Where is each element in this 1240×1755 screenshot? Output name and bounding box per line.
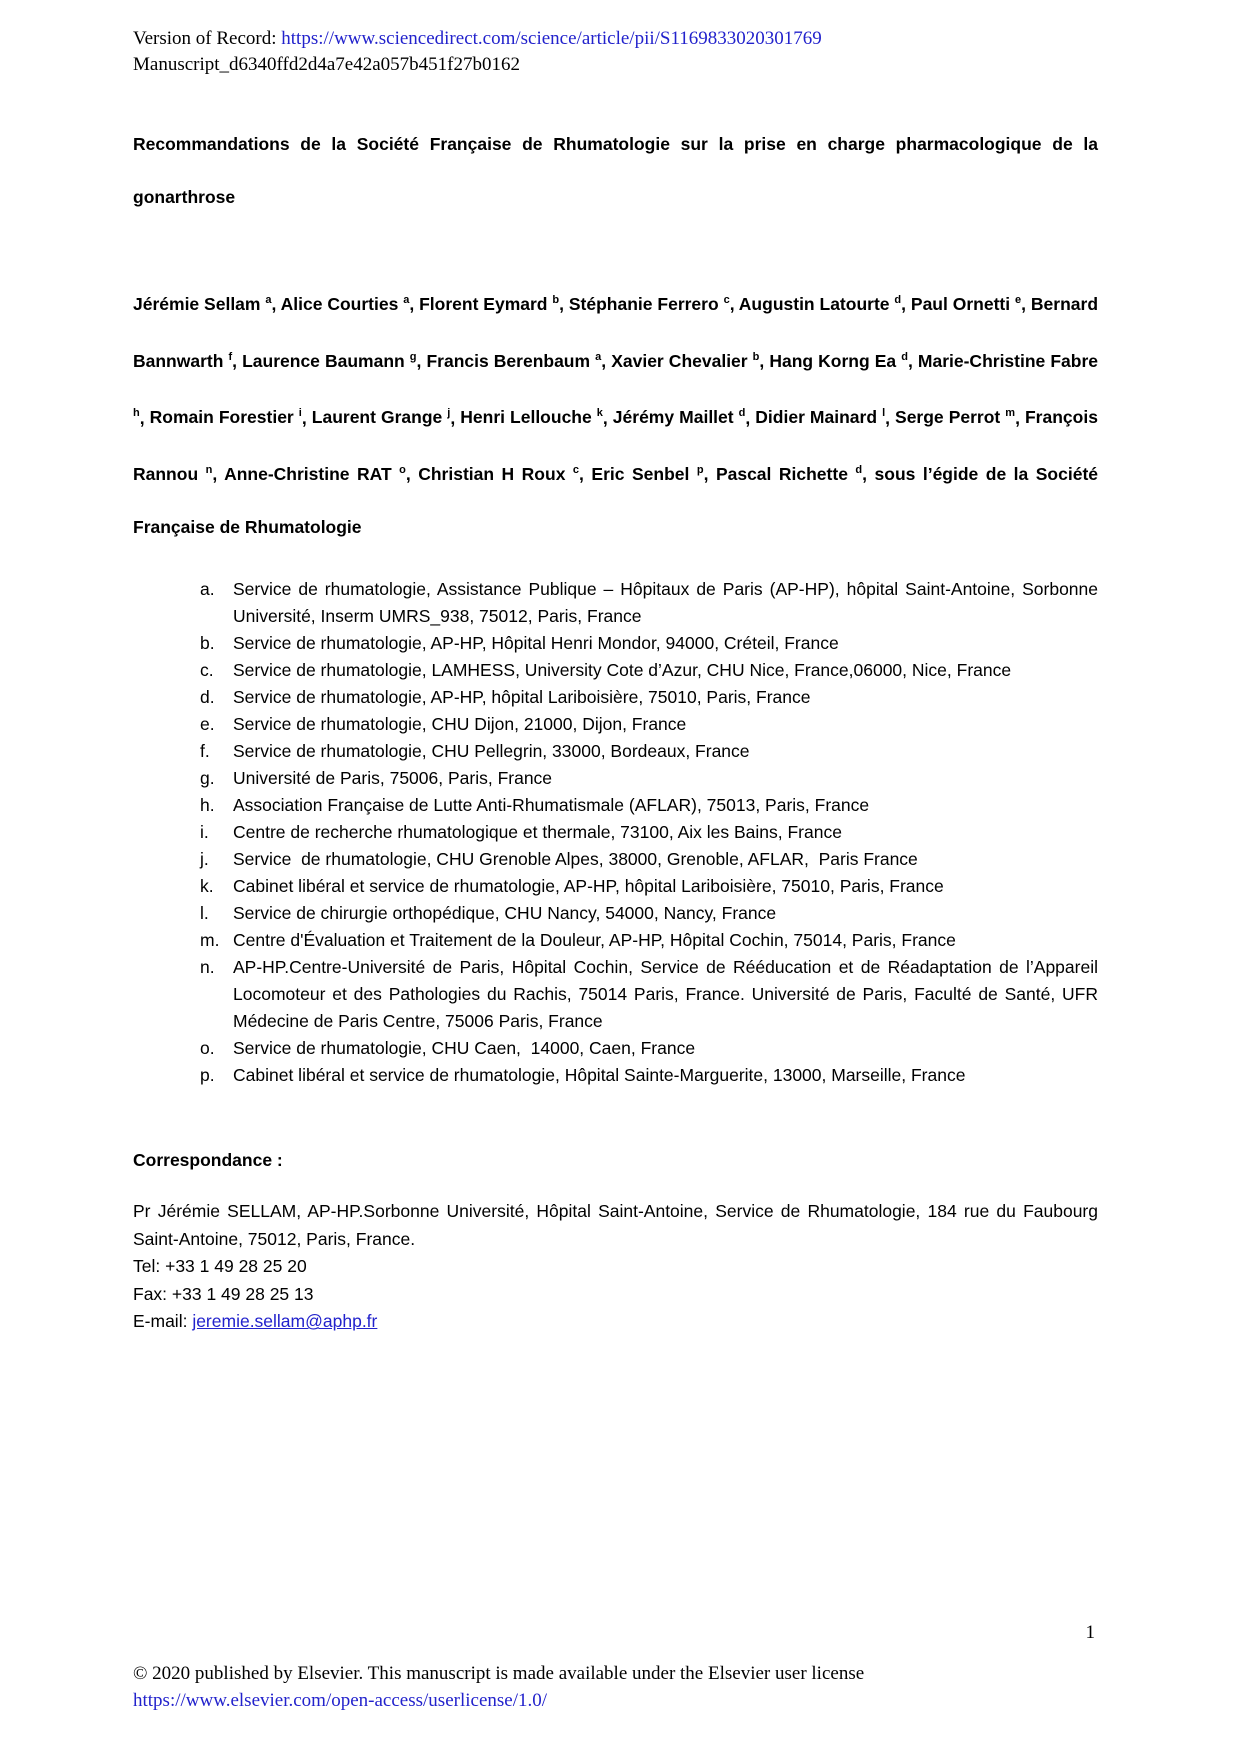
affiliation-list (133, 576, 1103, 1089)
author-affiliation-sup: g (409, 350, 417, 363)
page-footer (133, 1660, 1098, 1714)
author-affiliation-sup: d (855, 464, 863, 477)
affiliation-text: Service de rhumatologie, CHU Pellegrin, 33000, Bordeaux, France (233, 741, 750, 762)
author: Xavier Chevalier $^b$ (611, 350, 760, 371)
page-header (133, 0, 1098, 78)
affiliation-label: h. (200, 795, 215, 816)
version-of-record-line (133, 26, 1098, 52)
author-affiliation-sup: f (228, 350, 233, 363)
affiliation-text: Service de chirurgie orthopédique, CHU Nancy, 54000, Nancy, France (233, 903, 777, 924)
author-list: Jérémie Sellam $^a$, Alice Courties $^a$, Florent Eymard $^b$, Stéphanie Ferrero $^c$, Augustin Latourte $^d$, Paul Ornetti $^e$, Bernard Bannwarth $^f$, Laurence Baumann $^g$, Francis Berenbaum $^a$, Xavier Chevalier $^b$, Hang Korng Ea $^d$, Marie-Christine Fabre $^h$, Romain Forestier $^i$, Laurent Grange $^j$, Henri Lellouche $^k$, Jérémy Maillet $^d$, Didier Mainard $^l$, Serge Perrot $^m$, François Rannou $^n$, Anne-Christine RAT $^o$, Christian H Roux $^c$, Eric Senbel $^p$, Pascal Richette $^d$, sous l’égide de la Société Française de Rhumatologie (133, 293, 1099, 538)
affiliation-text: AP-HP.Centre-Université de Paris, Hôpital Cochin, Service de Rééducation et de Réadaptation de l’Appareil Locomoteur et des Pathologies du Rachis, 75014 Paris, France. Université de Paris, Faculté de Santé, UFR Médecine de Paris Centre, 75006 Paris, France (233, 957, 1103, 1032)
affiliation-item (200, 765, 1098, 792)
affiliation-text: Service de rhumatologie, LAMHESS, University Cote d’Azur, CHU Nice, France,06000, Nice, France (233, 660, 1012, 681)
author: Laurence Baumann $^g$ (242, 350, 417, 371)
affiliation-text: Centre de recherche rhumatologique et thermale, 73100, Aix les Bains, France (233, 822, 842, 843)
affiliation-item (200, 684, 1098, 711)
email-label: E-mail: (133, 1311, 193, 1332)
author: Marie-Christine Fabre $^h$ (133, 350, 1098, 420)
affiliation-text: Centre d'Évaluation et Traitement de la Douleur, AP-HP, Hôpital Cochin, 75014, Paris, France (233, 930, 956, 951)
affiliation-text: Association Française de Lutte Anti-Rhumatismale (AFLAR), 75013, Paris, France (233, 795, 870, 816)
author: Paul Ornetti $^e$ (910, 293, 1022, 314)
affiliation-label: c. (200, 660, 214, 681)
affiliation-item (200, 1062, 1098, 1089)
author-affiliation-sup: h (133, 407, 140, 420)
author-affiliation-sup: d (894, 294, 902, 306)
correspondence-block (133, 1198, 1098, 1336)
author-affiliation-sup: b (752, 350, 760, 363)
author-affiliation-sup: a (403, 294, 410, 306)
author-affiliation-sup: i (298, 407, 302, 420)
affiliation-label: b. (200, 633, 215, 654)
affiliation-label: j. (200, 849, 209, 870)
affiliation-text: Service de rhumatologie, AP-HP, hôpital Lariboisière, 75010, Paris, France (233, 687, 811, 708)
version-of-record-link[interactable]: https://www.sciencedirect.com/science/article/pii/S1169833020301769 (281, 28, 822, 49)
affiliation-text: Service de rhumatologie, CHU Dijon, 21000, Dijon, France (233, 714, 687, 735)
author: Augustin Latourte $^d$ (738, 293, 902, 314)
affiliation-label: k. (200, 876, 214, 897)
affiliation-label: m. (200, 930, 220, 951)
footer-copyright: © 2020 published by Elsevier. This manuscript is made available under the Elsevier user license (133, 1663, 865, 1684)
manuscript-id: Manuscript_d6340ffd2d4a7e42a057b451f27b0162 (133, 54, 520, 75)
affiliation-item (200, 819, 1098, 846)
authors-suffix: sous l’égide de la Société Française de Rhumatologie (133, 464, 1098, 538)
page-number: 1 (1085, 1622, 1095, 1643)
author: Bernard Bannwarth $^f$ (133, 293, 1099, 371)
affiliation-label: a. (200, 579, 215, 600)
author: Christian H Roux $^c$ (418, 464, 580, 485)
author-affiliation-sup: j (447, 407, 451, 420)
author: Hang Korng Ea $^d$ (769, 350, 908, 371)
affiliation-item (200, 576, 1103, 630)
version-of-record-label: Version of Record: (133, 28, 282, 49)
affiliation-label: p. (200, 1065, 215, 1086)
author-affiliation-sup: d (901, 350, 908, 363)
author-affiliation-sup: k (596, 407, 603, 420)
author-affiliation-sup: c (723, 294, 730, 306)
correspondence-fax: Fax: +33 1 49 28 25 13 (133, 1283, 314, 1304)
author-affiliation-sup: m (1005, 407, 1016, 420)
affiliation-label: e. (200, 714, 215, 735)
author: Stéphanie Ferrero $^c$ (568, 293, 730, 314)
affiliation-label: f. (200, 741, 210, 762)
affiliation-text: Cabinet libéral et service de rhumatologie, AP-HP, hôpital Lariboisière, 75010, Paris, France (233, 876, 944, 897)
affiliation-item (200, 873, 1098, 900)
author: Alice Courties $^a$ (280, 293, 410, 314)
author: Jérémie Sellam $^a$ (133, 293, 272, 314)
author-affiliation-sup: n (205, 464, 213, 477)
affiliation-text: Service de rhumatologie, CHU Grenoble Alpes, 38000, Grenoble, AFLAR, Paris France (233, 849, 918, 870)
author: Romain Forestier $^i$ (149, 407, 302, 428)
correspondence-address: Pr Jérémie SELLAM, AP-HP.Sorbonne Université, Hôpital Saint-Antoine, Service de Rhumatologie, 184 rue du Faubourg Saint-Antoine, 75012, Paris, France. (133, 1201, 1098, 1249)
author-affiliation-sup: l (882, 407, 886, 420)
affiliation-item (200, 1035, 1098, 1062)
author: Laurent Grange $^j$ (311, 407, 451, 428)
affiliation-label: o. (200, 1038, 215, 1059)
author-affiliation-sup: e (1015, 294, 1022, 306)
affiliation-label: i. (200, 822, 209, 843)
author-affiliation-sup: b (552, 294, 560, 306)
author: Serge Perrot $^m$ (895, 407, 1016, 428)
correspondence-email-line (133, 1308, 1098, 1336)
affiliation-item (200, 954, 1103, 1035)
author: Henri Lellouche $^k$ (460, 407, 603, 428)
affiliation-item (200, 792, 1098, 819)
author: Anne-Christine RAT $^o$ (224, 464, 406, 485)
author-affiliation-sup: a (595, 350, 602, 363)
affiliation-text: Université de Paris, 75006, Paris, France (233, 768, 553, 789)
affiliation-text: Service de rhumatologie, Assistance Publique – Hôpitaux de Paris (AP-HP), hôpital Saint-Antoine, Sorbonne Université, Inserm UMRS_938, 75012, Paris, France (233, 579, 1103, 627)
footer-license-link[interactable]: https://www.elsevier.com/open-access/userlicense/1.0/ (133, 1690, 548, 1711)
affiliation-item (200, 657, 1098, 684)
affiliation-label: n. (200, 957, 215, 978)
affiliation-text: Service de rhumatologie, CHU Caen, 14000, Caen, France (233, 1038, 696, 1059)
author-affiliation-sup: o (399, 464, 406, 477)
affiliation-text: Cabinet libéral et service de rhumatologie, Hôpital Sainte-Marguerite, 13000, Marseille, France (233, 1065, 966, 1086)
author-affiliation-sup: d (738, 407, 746, 420)
affiliation-item (200, 900, 1098, 927)
article-title: Recommandations de la Société Française de Rhumatologie sur la prise en charge pharmacologique de la gonarthrose (133, 134, 1098, 207)
author-affiliation-sup: c (572, 464, 580, 477)
author: François Rannou $^n$ (133, 407, 1098, 485)
author-affiliation-sup: a (265, 294, 272, 306)
correspondence-heading: Correspondance : (133, 1150, 283, 1171)
author: Francis Berenbaum $^a$ (426, 350, 602, 371)
author: Pascal Richette $^d$ (715, 464, 863, 485)
affiliation-text: Service de rhumatologie, AP-HP, Hôpital Henri Mondor, 94000, Créteil, France (233, 633, 839, 654)
email-link[interactable]: jeremie.sellam@aphp.fr (192, 1311, 378, 1332)
affiliation-label: g. (200, 768, 215, 789)
author-affiliation-sup: p (696, 464, 704, 477)
footer-license-line (133, 1687, 1098, 1714)
author: Didier Mainard $^l$ (755, 407, 886, 428)
author: Florent Eymard $^b$ (419, 293, 560, 314)
affiliation-item (200, 630, 1098, 657)
affiliation-label: d. (200, 687, 215, 708)
affiliation-label: l. (200, 903, 209, 924)
affiliation-item (200, 738, 1098, 765)
affiliation-item (200, 927, 1098, 954)
correspondence-tel: Tel: +33 1 49 28 25 20 (133, 1256, 307, 1277)
affiliation-item (200, 846, 1098, 873)
author: Jérémy Maillet $^d$ (612, 407, 746, 428)
affiliation-item (200, 711, 1098, 738)
author: Eric Senbel $^p$ (591, 464, 704, 485)
